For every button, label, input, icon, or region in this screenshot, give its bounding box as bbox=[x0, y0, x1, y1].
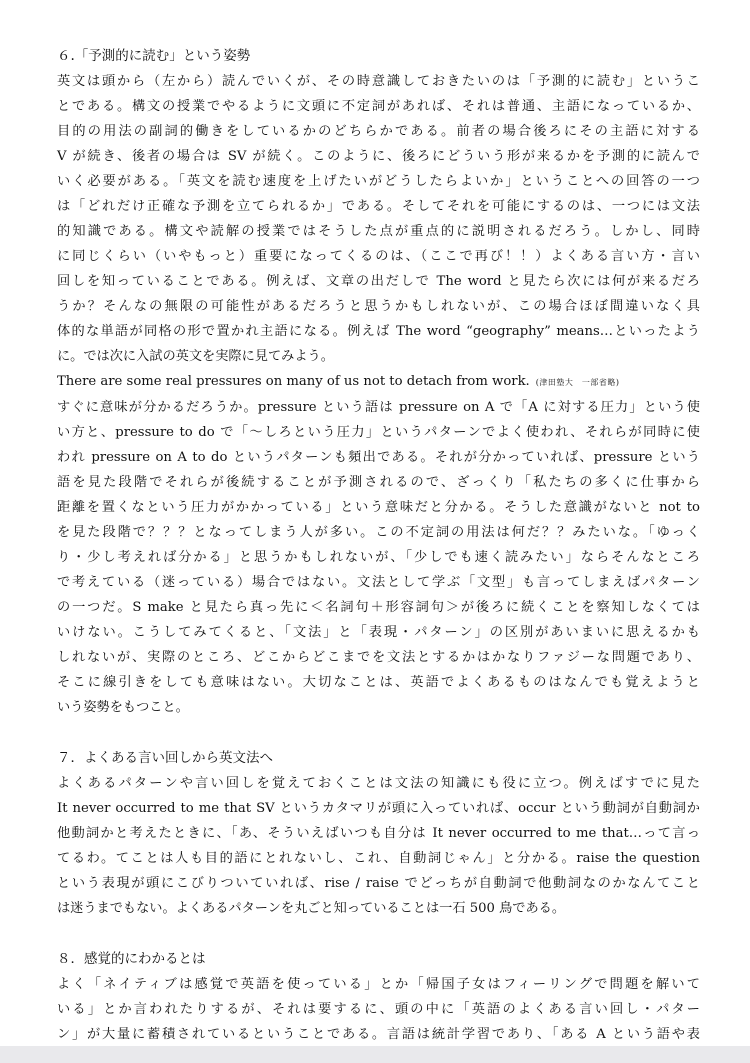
text-line: 他動詞かと考えたときに、「あ、そういえばいつも自分は It never occurred to me that…って言っ bbox=[57, 826, 700, 841]
text-line: ン」が大量に蓄積されているということである。言語は統計学習であり、「ある A という語や表 bbox=[57, 1027, 700, 1042]
text-line: 回しを知っていることである。例えば、文章の出だしで The word と見たら次には何が来るだろ bbox=[57, 274, 700, 289]
text-line: いう姿勢をもつこと。 bbox=[57, 700, 189, 715]
text-line: で考えている（迷っている）場合ではない。文法として学ぶ「文型」も言ってしまえばパターン bbox=[57, 575, 700, 590]
text-line: 語を見た段階でそれらが後続することが予測されるので、ざっくり「私たちの多くに仕事から bbox=[57, 475, 700, 490]
section-paragraph bbox=[57, 69, 700, 369]
text-line: すぐに意味が分かるだろうか。pressure という語は pressure on A で「A に対する圧力」という使 bbox=[57, 400, 700, 415]
text-line: しれないが、実際のところ、どこからどこまでを文法とするかはかなりファジーな問題であり、 bbox=[57, 650, 700, 665]
section-6 bbox=[57, 44, 700, 720]
text-line: に同じくらい（いやもっと）重要になってくるのは、（ここで再び！！）よくある言い方・言い bbox=[57, 249, 700, 264]
section-heading: ６.「予測的に読む」という姿勢 bbox=[57, 48, 251, 64]
text-line: とである。構文の授業でやるように文頭に不定詞があれば、それは普通、主語になっているか、 bbox=[57, 99, 700, 114]
text-line: に。では次に入試の英文を実際に見てみよう。 bbox=[57, 349, 334, 364]
text-line: 英文は頭から（左から）読んでいくが、その時意識しておきたいのは「予測的に読む」というこ bbox=[57, 74, 700, 89]
section-spacer bbox=[57, 720, 700, 746]
text-line: 的知識である。構文や読解の授業ではそうした点が重点的に説明されるだろう。しかし、同時 bbox=[57, 224, 700, 239]
text-line: は迷うまでもない。よくあるパターンを丸ごと知っていることは一石 500 鳥である。 bbox=[57, 901, 566, 916]
section-paragraph bbox=[57, 771, 700, 921]
text-line: うか？そんなの無限の可能性があるだろうと思うかもしれないが、この場合ほぼ間違いなく具 bbox=[57, 299, 700, 314]
text-line: いけない。こうしてみてくると、「文法」と「表現・パターン」の区別があいまいに思えるかも bbox=[57, 625, 700, 640]
text-line: の一つだ。S make と見たら真っ先に＜名詞句＋形容詞句＞が後ろに続くことを察知しなくては bbox=[57, 600, 700, 615]
text-line: てるわ。てことは人も目的語にとれないし、これ、自動詞じゃん」と分かる。raise the question bbox=[57, 851, 700, 866]
section-8 bbox=[57, 947, 700, 1047]
text-line: り・少し考えれば分かる」と思うかもしれないが、「少しでも速く読みたい」ならそんなところ bbox=[57, 550, 700, 565]
document-body bbox=[57, 44, 700, 1047]
example-text: There are some real pressures on many of us not to detach from work. bbox=[57, 374, 530, 389]
text-line: 体的な単語が同格の形で置かれ主語になる。例えば The word “geography” means…といったよう bbox=[57, 324, 700, 339]
section-paragraph bbox=[57, 395, 700, 720]
section-spacer bbox=[57, 921, 700, 947]
text-line: われ pressure on A to do というパターンも頻出である。それが分かっていれば、pressure という bbox=[57, 450, 700, 465]
section-heading: ７．よくある言い回しから英文法へ bbox=[57, 750, 273, 766]
text-line: を見た段階で？？？となってしまう人が多い。この不定詞の用法は何だ？？みたいな。「ゆっく bbox=[57, 525, 700, 540]
section-heading: ８．感覚的にわかるとは bbox=[57, 951, 206, 967]
next-page-edge bbox=[0, 1046, 750, 1063]
text-line: V が続き、後者の場合は SV が続く。このように、後ろにどういう形が来るかを予測的に読んで bbox=[57, 149, 700, 164]
text-line: いる」とか言われたりするが、それは要するに、頭の中に「英語のよくある言い回し・パター bbox=[57, 1002, 700, 1017]
text-line: 目的の用法の副詞的働きをしているかのどちらかである。前者の場合後ろにその主語に対する bbox=[57, 124, 700, 139]
text-line: よく「ネイティブは感覚で英語を使っている」とか「帰国子女はフィーリングで問題を解いて bbox=[57, 977, 700, 992]
text-line: いく必要がある。「英文を読む速度を上げたいがどうしたらよいか」ということへの回答の一つ bbox=[57, 174, 700, 189]
text-line: は「どれだけ正確な予測を立てられるか」である。そしてそれを可能にするのは、一つには文法 bbox=[57, 199, 700, 214]
section-7 bbox=[57, 746, 700, 921]
example-sentence bbox=[57, 369, 700, 395]
text-line: 距離を置くなという圧力がかかっている」という意味だと分かる。そうした意識がないと not to bbox=[57, 500, 700, 515]
section-paragraph bbox=[57, 972, 700, 1047]
example-source-note: (津田塾大 一部省略) bbox=[535, 378, 620, 387]
text-line: という表現が頭にこびりついていれば、rise / raise でどっちが自動詞で他動詞なのかなんてこと bbox=[57, 876, 700, 891]
text-line: そこに線引きをしても意味はない。大切なことは、英語でよくあるものはなんでも覚えようと bbox=[57, 675, 700, 690]
text-line: よくあるパターンや言い回しを覚えておくことは文法の知識にも役に立つ。例えばすでに見た bbox=[57, 776, 700, 791]
text-line: It never occurred to me that SV というカタマリが頭に入っていれば、occur という動詞が自動詞か bbox=[57, 801, 700, 816]
text-line: い方と、pressure to do で「～しろという圧力」というパターンでよく使われ、それらが同時に使 bbox=[57, 425, 700, 440]
